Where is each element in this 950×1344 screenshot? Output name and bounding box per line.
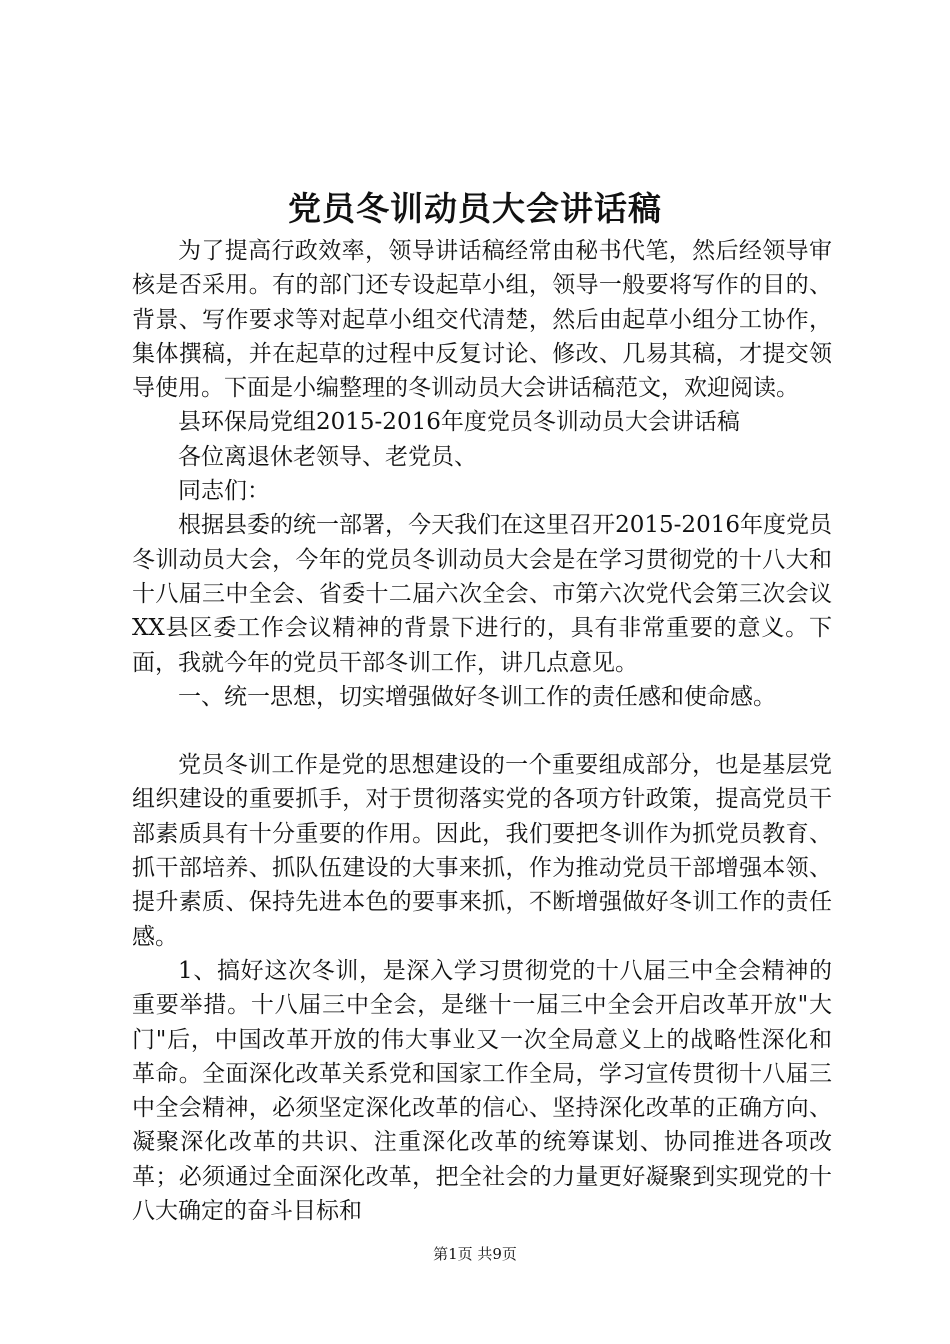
document-body — [132, 234, 832, 1228]
paragraph-point-1: 1、搞好这次冬训，是深入学习贯彻党的十八届三中全会精神的重要举措。十八届三中全会，是继十一届三中全会开启改革开放"大门"后，中国改革开放的伟大事业又一次全局意义上的战略性深化和革命。全面深化改革关系党和国家工作全局，学习宣传贯彻十八届三中全会精神，必须坚定深化改革的信心、坚持深化改革的正确方向、凝聚深化改革的共识、注重深化改革的统筹谋划、协同推进各项改革；必须通过全面深化改革，把全社会的力量更好凝聚到实现党的十八大确定的奋斗目标和 — [132, 957, 832, 1225]
page-footer: 第1页 共9页 — [433, 1245, 517, 1263]
paragraph-salutation-1: 各位离退休老领导、老党员、 — [178, 443, 477, 470]
paragraph-section-1-body: 党员冬训工作是党的思想建设的一个重要组成部分，也是基层党组织建设的重要抓手，对于贯彻落实党的各项方针政策，提高党员干部素质具有十分重要的作用。因此，我们要把冬训作为抓党员教育、抓干部培养、抓队伍建设的大事来抓，作为推动党员干部增强本领、提升素质、保持先进本色的要事来抓，不断增强做好冬训工作的责任感。 — [132, 752, 832, 950]
document-title: 党员冬训动员大会讲话稿 — [288, 189, 662, 228]
paragraph-speech-title: 县环保局党组2015-2016年度党员冬训动员大会讲话稿 — [178, 409, 740, 436]
section-heading-1: 一、统一思想，切实增强做好冬训工作的责任感和使命感。 — [178, 683, 776, 710]
paragraph-intro: 为了提高行政效率，领导讲话稿经常由秘书代笔，然后经领导审核是否采用。有的部门还专设起草小组，领导一般要将写作的目的、背景、写作要求等对起草小组交代清楚，然后由起草小组分工协作，集体撰稿，并在起草的过程中反复讨论、修改、几易其稿，才提交领导使用。下面是小编整理的冬训动员大会讲话稿范文，欢迎阅读。 — [132, 238, 832, 402]
paragraph-opening: 根据县委的统一部署，今天我们在这里召开2015-2016年度党员冬训动员大会，今年的党员冬训动员大会是在学习贯彻党的十八大和十八届三中全会、省委十二届六次全会、市第六次党代会第三次会议XX县区委工作会议精神的背景下进行的，具有非常重要的意义。下面，我就今年的党员干部冬训工作，讲几点意见。 — [132, 512, 832, 676]
paragraph-salutation-2: 同志们： — [178, 478, 270, 505]
